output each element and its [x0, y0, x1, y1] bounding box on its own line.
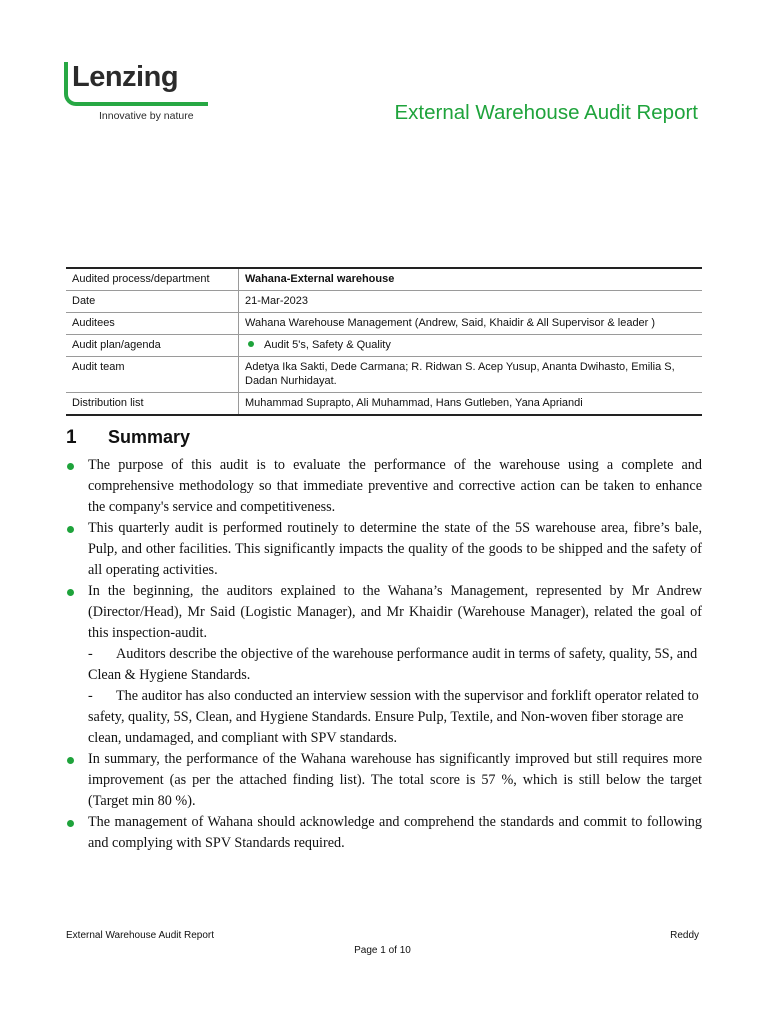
row-value: Wahana Warehouse Management (Andrew, Said, Khaidir & All Supervisor & leader ) [245, 317, 656, 329]
audit-info-table [66, 267, 702, 416]
sub-item [66, 644, 702, 686]
logo-tagline: Innovative by nature [99, 110, 194, 122]
section-number: 1 [66, 427, 77, 448]
logo-wordmark: Lenzing [72, 61, 179, 93]
sub-item-text: The auditor has also conducted an interview session with the supervisor and forklift operator related to safety, quality, 5S, Clean, and Hygiene Standards. Ensure Pulp, Textile, and Non-woven fiber storage are clean, undamaged, and compliant with SPV standards. [88, 688, 699, 746]
table-row [66, 313, 702, 335]
row-value-cell [239, 335, 703, 357]
bullet-paragraph: The purpose of this audit is to evaluate the performance of the warehouse using a complete and comprehensive methodology so that immediate preventive and corrective action can be taken to enhance the company's service and competitiveness. [66, 455, 702, 518]
row-value: Wahana-External warehouse [245, 273, 395, 285]
row-label: Audit plan/agenda [66, 335, 239, 357]
dash-marker: - [88, 688, 93, 704]
sub-item [66, 686, 702, 749]
row-value: Audit 5's, Safety & Quality [264, 339, 391, 351]
table-row [66, 335, 702, 357]
bullet-paragraph: This quarterly audit is performed routinely to determine the state of the 5S warehouse area, fibre’s bale, Pulp, and other facilities. This significantly impacts the quality of the goods to be shipped and the safety of all operating activities. [66, 518, 702, 581]
row-label: Audit team [66, 357, 239, 393]
summary-body [66, 455, 702, 854]
table-row [66, 357, 702, 393]
row-value: Muhammad Suprapto, Ali Muhammad, Hans Gutleben, Yana Apriandi [245, 397, 583, 409]
table-row [66, 268, 702, 291]
bullet-paragraph: In summary, the performance of the Wahana warehouse has significantly improved but still requires more improvement (as per the attached finding list). The total score is 57 %, which is still below the target (Target min 80 %). [66, 749, 702, 812]
row-label: Auditees [66, 313, 239, 335]
green-bullet-icon [248, 341, 254, 347]
section-heading [66, 427, 190, 449]
bullet-paragraph: The management of Wahana should acknowledge and comprehend the standards and commit to following and complying with SPV Standards required. [66, 812, 702, 854]
row-label: Audited process/department [66, 268, 239, 291]
row-value: 21-Mar-2023 [245, 295, 308, 307]
sub-item-text: Auditors describe the objective of the warehouse performance audit in terms of safety, quality, 5S, and Clean & Hygiene Standards. [88, 646, 698, 683]
page-number: Page 1 of 10 [354, 945, 411, 956]
row-label: Date [66, 291, 239, 313]
bullet-paragraph: In the beginning, the auditors explained to the Wahana’s Management, represented by Mr Andrew (Director/Head), Mr Said (Logistic Manager), and Mr Khaidir (Warehouse Manager), related the goal of this inspection-audit. [66, 581, 702, 644]
lenzing-logo [64, 62, 210, 124]
row-value: Adetya Ika Sakti, Dede Carmana; R. Ridwan S. Acep Yusup, Ananta Dwihasto, Emilia S, Dadan Nurhidayat. [245, 361, 675, 387]
footer-doc-title: External Warehouse Audit Report [66, 930, 215, 941]
table-row [66, 393, 702, 416]
table-row [66, 291, 702, 313]
report-title: External Warehouse Audit Report [394, 101, 698, 124]
row-label: Distribution list [66, 393, 239, 416]
footer-author: Reddy [670, 930, 699, 941]
dash-marker: - [88, 646, 93, 662]
section-title: Summary [108, 427, 191, 447]
